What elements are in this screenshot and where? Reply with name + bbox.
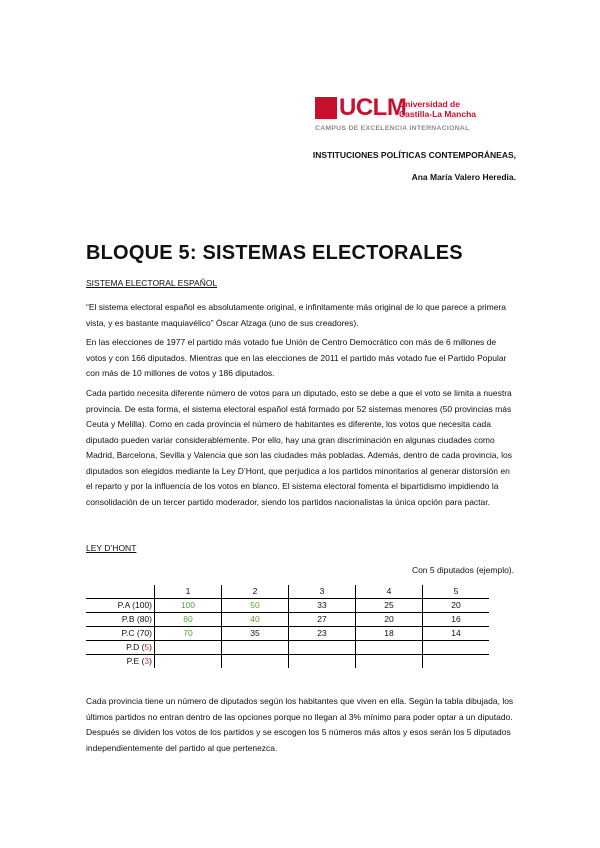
table-cell: 35 [222, 627, 289, 641]
table-cell [423, 655, 490, 669]
row-label-prefix: P.E ( [126, 656, 145, 666]
uclm-emblem-icon [315, 97, 337, 119]
logo-university [399, 99, 476, 119]
quote-paragraph: “El sistema electoral español es absolutamente original, e infinitamente más original de lo que parece a primera vista, y es bastante maquiavélico” Óscar Alzaga (uno de sus creadores). [86, 302, 507, 328]
uclm-logo [311, 95, 511, 137]
dhont-table [86, 585, 489, 668]
table-row [86, 627, 489, 641]
column-header: 1 [155, 585, 222, 599]
table-cell: 20 [356, 613, 423, 627]
table-cell [423, 641, 490, 655]
table-cell: 27 [289, 613, 356, 627]
table-cell [356, 641, 423, 655]
table-cell [356, 655, 423, 669]
table-cell: 16 [423, 613, 490, 627]
table-corner [86, 585, 155, 599]
section-heading-sistema: SISTEMA ELECTORAL ESPAÑOL [86, 278, 218, 288]
table-cell [222, 655, 289, 669]
row-label-prefix: P.D ( [126, 642, 145, 652]
closing-paragraph: Cada provincia tiene un número de diputados según los habitantes que viven en ella. Según la tabla dibujada, los últimos partidos no entran dentro de las opciones porque no llegan al 3% mínimo para poder optar a un diputado. Después se dividen los votos de los partidos y se escogen los 5 números más altos y esos serán los 5 diputados independientemente del partido al que pertenezca. [86, 696, 514, 753]
table-cell [155, 655, 222, 669]
row-label-suffix: ) [149, 642, 152, 652]
table-cell: 25 [356, 599, 423, 613]
table-cell [222, 641, 289, 655]
elections-paragraph: En las elecciones de 1977 el partido más votado fue Unión de Centro Democrático con más de 6 millones de votos y con 166 diputados. Mientras que en las elecciones de 2011 el partido más votado fue el Partido Popular con más de 10 millones de votos y 186 diputados. [86, 337, 507, 378]
row-label [86, 641, 155, 655]
table-cell: 18 [356, 627, 423, 641]
logo-university-line2: Castilla-La Mancha [399, 109, 476, 119]
row-label: P.A (100) [86, 599, 155, 613]
table-row [86, 641, 489, 655]
logo-university-line1: Universidad de [399, 99, 460, 109]
table-cell [289, 641, 356, 655]
table-row [86, 655, 489, 669]
table-cell: 20 [423, 599, 490, 613]
table-row [86, 613, 489, 627]
row-label: P.B (80) [86, 613, 155, 627]
table-cell: 100 [155, 599, 222, 613]
system-paragraph: Cada partido necesita diferente número de votos para un diputado, esto se debe a que el voto se limita a nuestra provincia. De esta forma, el sistema electoral español está formado por 52 sistemas menores (50 provincias más Ceuta y Melilla). Como en cada provincia el número de habitantes es diferente, los votos que necesita cada diputado pueden variar considerablemente. Por ello, hay una gran discriminación en algunas ciudades como Madrid, Barcelona, Sevilla y Valencia que son las ciudades más pobladas. Además, dentro de cada provincia, los diputados son elegidos mediante la Ley D’Hont, que perjudica a los partidos minoritarios al generar distorsión en el reparto y por la influencia de los votos en blanco. El sistema electoral fomenta el bipartidismo impidiendo la consolidación de un tercer partido moderador, siendo los partidos nacionalistas la única opción para pactar. [86, 388, 513, 507]
table-cell: 50 [222, 599, 289, 613]
row-label [86, 655, 155, 669]
table-row [86, 599, 489, 613]
table-cell [289, 655, 356, 669]
logo-campus: CAMPUS DE EXCELENCIA INTERNACIONAL [315, 125, 470, 132]
table-note: Con 5 diputados (ejemplo). [411, 565, 514, 575]
section-heading-dhont: LEY D’HONT [86, 543, 137, 553]
table-cell: 14 [423, 627, 490, 641]
column-header: 3 [289, 585, 356, 599]
table-cell: 33 [289, 599, 356, 613]
table-cell: 70 [155, 627, 222, 641]
column-header: 5 [423, 585, 490, 599]
table-header-row [86, 585, 489, 599]
row-label-votes: 3 [144, 656, 150, 666]
table-cell: 80 [155, 613, 222, 627]
logo-brand: UCLM [339, 94, 407, 121]
column-header: 2 [222, 585, 289, 599]
page-title: BLOQUE 5: SISTEMAS ELECTORALES [86, 242, 463, 264]
table-cell: 40 [222, 613, 289, 627]
table-cell: 23 [289, 627, 356, 641]
course-name: INSTITUCIONES POLÍTICAS CONTEMPORÁNEAS, [312, 150, 516, 160]
row-label: P.C (70) [86, 627, 155, 641]
author-name: Ana María Valero Heredia. [411, 172, 516, 182]
column-header: 4 [356, 585, 423, 599]
row-label-votes: 5 [144, 642, 150, 652]
table-cell [155, 641, 222, 655]
row-label-suffix: ) [149, 656, 152, 666]
